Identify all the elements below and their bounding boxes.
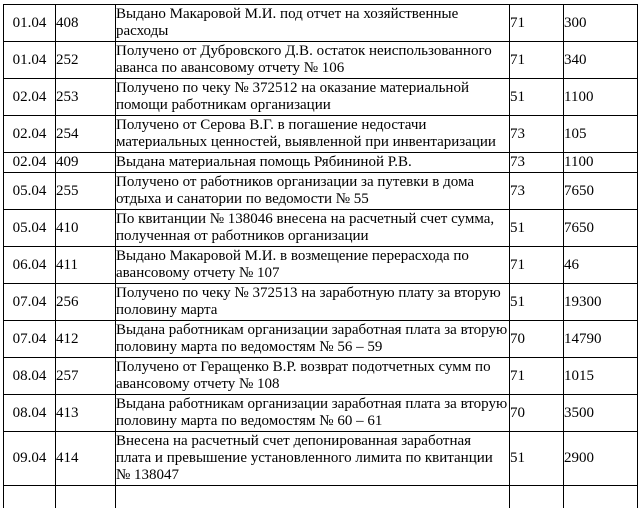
journal-row	[4, 116, 638, 153]
date-cell: 09.04	[4, 432, 56, 486]
account-cell: 71	[510, 5, 564, 42]
amount-cell: 340	[564, 42, 638, 79]
amount-cell: 3500	[564, 395, 638, 432]
amount-cell: 1015	[564, 358, 638, 395]
doc-number-cell: 253	[56, 79, 116, 116]
journal-row	[4, 210, 638, 247]
amount-cell: 19300	[564, 284, 638, 321]
account-cell: 71	[510, 42, 564, 79]
doc-number-cell: 408	[56, 5, 116, 42]
journal-row	[4, 79, 638, 116]
amount-cell: 46	[564, 247, 638, 284]
doc-number-cell: 409	[56, 153, 116, 173]
amount-cell: 7650	[564, 210, 638, 247]
journal-row	[4, 284, 638, 321]
doc-number-cell: 257	[56, 358, 116, 395]
doc-number-cell: 256	[56, 284, 116, 321]
doc-number-cell: 255	[56, 173, 116, 210]
journal-row	[4, 395, 638, 432]
journal-row	[4, 247, 638, 284]
date-cell: 08.04	[4, 395, 56, 432]
journal-row	[4, 173, 638, 210]
empty-cell	[56, 486, 116, 509]
journal-row	[4, 5, 638, 42]
date-cell: 05.04	[4, 173, 56, 210]
description-cell: Получено от Геращенко В.Р. возврат подотчетных сумм по авансовому отчету № 108	[116, 358, 510, 395]
account-cell: 73	[510, 173, 564, 210]
amount-cell: 7650	[564, 173, 638, 210]
account-cell: 73	[510, 153, 564, 173]
account-cell: 70	[510, 321, 564, 358]
description-cell: Внесена на расчетный счет депонированная заработная плата и превышение установленного лимита по квитанции № 138047	[116, 432, 510, 486]
date-cell: 07.04	[4, 284, 56, 321]
doc-number-cell: 411	[56, 247, 116, 284]
doc-number-cell: 252	[56, 42, 116, 79]
date-cell: 02.04	[4, 116, 56, 153]
journal-row	[4, 42, 638, 79]
journal-row	[4, 432, 638, 486]
account-cell: 51	[510, 432, 564, 486]
date-cell: 02.04	[4, 153, 56, 173]
description-cell: Выдана материальная помощь Рябининой Р.В.	[116, 153, 510, 173]
cash-journal-table	[3, 4, 638, 508]
date-cell: 06.04	[4, 247, 56, 284]
clipped-next-row	[4, 486, 638, 509]
description-cell: Выдана работникам организации заработная плата за вторую половину марта по ведомостям № 60 – 61	[116, 395, 510, 432]
account-cell: 51	[510, 210, 564, 247]
date-cell: 07.04	[4, 321, 56, 358]
description-cell: Получено от Серова В.Г. в погашение недостачи материальных ценностей, выявленной при инвентаризации	[116, 116, 510, 153]
amount-cell: 2900	[564, 432, 638, 486]
description-cell: Выдано Макаровой М.И. в возмещение перерасхода по авансовому отчету № 107	[116, 247, 510, 284]
date-cell: 05.04	[4, 210, 56, 247]
empty-cell	[116, 486, 510, 509]
doc-number-cell: 414	[56, 432, 116, 486]
amount-cell: 1100	[564, 153, 638, 173]
description-cell: По квитанции № 138046 внесена на расчетный счет сумма, полученная от работников организации	[116, 210, 510, 247]
amount-cell: 105	[564, 116, 638, 153]
description-cell: Получено от работников организации за путевки в дома отдыха и санатории по ведомости № 55	[116, 173, 510, 210]
amount-cell: 300	[564, 5, 638, 42]
journal-row	[4, 358, 638, 395]
doc-number-cell: 410	[56, 210, 116, 247]
description-cell: Получено по чеку № 372513 на заработную плату за вторую половину марта	[116, 284, 510, 321]
account-cell: 51	[510, 79, 564, 116]
account-cell: 71	[510, 358, 564, 395]
date-cell: 08.04	[4, 358, 56, 395]
account-cell: 70	[510, 395, 564, 432]
doc-number-cell: 413	[56, 395, 116, 432]
doc-number-cell: 254	[56, 116, 116, 153]
description-cell: Получено от Дубровского Д.В. остаток неиспользованного аванса по авансовому отчету № 106	[116, 42, 510, 79]
amount-cell: 1100	[564, 79, 638, 116]
account-cell: 51	[510, 284, 564, 321]
amount-cell: 14790	[564, 321, 638, 358]
account-cell: 73	[510, 116, 564, 153]
journal-row	[4, 321, 638, 358]
doc-number-cell: 412	[56, 321, 116, 358]
date-cell: 02.04	[4, 79, 56, 116]
journal-row	[4, 153, 638, 173]
journal-table-body	[4, 5, 638, 509]
description-cell: Получено по чеку № 372512 на оказание материальной помощи работникам организации	[116, 79, 510, 116]
empty-cell	[564, 486, 638, 509]
date-cell: 01.04	[4, 42, 56, 79]
empty-cell	[4, 486, 56, 509]
date-cell: 01.04	[4, 5, 56, 42]
description-cell: Выдана работникам организации заработная плата за вторую половину марта по ведомостям № 56 – 59	[116, 321, 510, 358]
description-cell: Выдано Макаровой М.И. под отчет на хозяйственные расходы	[116, 5, 510, 42]
empty-cell	[510, 486, 564, 509]
account-cell: 71	[510, 247, 564, 284]
